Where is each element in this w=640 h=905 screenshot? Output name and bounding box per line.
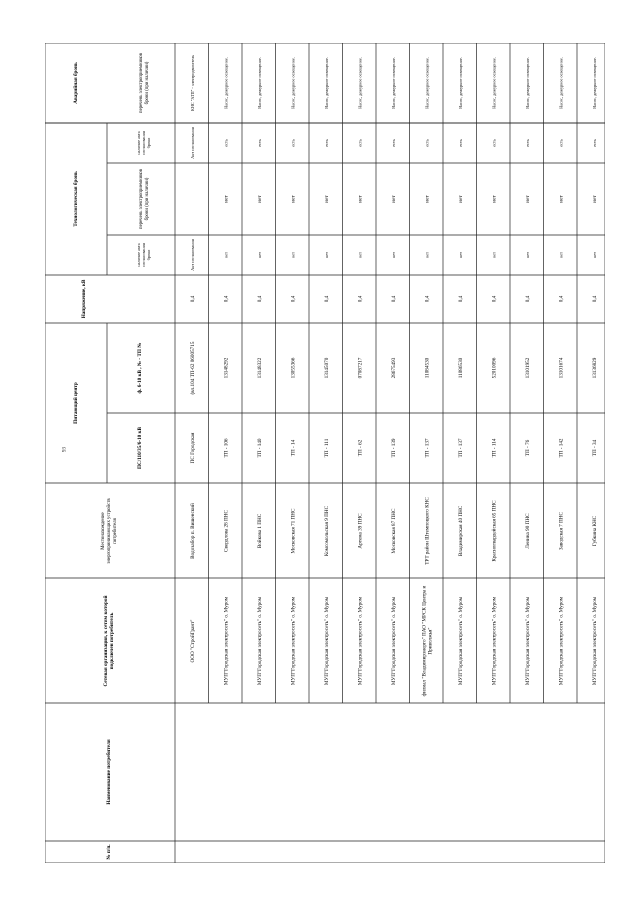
row-location: Красногвардейская 65 ПНС xyxy=(491,500,498,562)
row-voltage: 0,4 xyxy=(390,295,397,303)
row-ps: ТП - 62 xyxy=(357,439,364,457)
row-emer-list: Насос, дежурное освещение. xyxy=(323,57,329,109)
row-tech-list: нет xyxy=(357,195,364,203)
header-tech-avail: наличие актасогласованияброни xyxy=(136,243,151,267)
row-org: МУП"Городская электросеть" о. Муром xyxy=(524,596,531,686)
row-voltage: 0,4 xyxy=(457,295,464,303)
row-emer-avail: есть xyxy=(558,139,564,147)
row-emer-list: Насос, дежурное освещение. xyxy=(223,57,229,109)
row-ps: ТП - 137 xyxy=(457,438,464,458)
row-emer-list: Насос, дежурное освещение. xyxy=(524,57,530,109)
row-ps: ТП - 140 xyxy=(256,438,263,458)
row-voltage: 0,4 xyxy=(558,295,565,303)
header-location: Местонахождениеэнергопринимающих устройствпотребителя xyxy=(101,498,118,564)
row-org: МУП"Городская электросеть" о. Муром xyxy=(357,596,364,686)
header-tech-list: перечень электроприемниковброни (при наличии) xyxy=(139,169,150,229)
row-org: МУП"Городская электросеть" о. Муром xyxy=(591,596,598,686)
row-org: МУП"Городская электросеть" о. Муром xyxy=(457,596,464,686)
row-tech-avail: нет xyxy=(290,252,296,258)
row-tech-list: нет xyxy=(223,195,230,203)
row-emer-avail: есть xyxy=(223,139,229,147)
row-tech-avail: Акт согласования xyxy=(189,239,195,271)
row-tech-avail: нет xyxy=(491,252,497,258)
row-emer-list: КНС "АТП" - электродвигатель xyxy=(189,55,195,111)
row-org: МУП"Городская электросеть" о. Муром xyxy=(290,596,297,686)
row-emer-list: Насос, дежурное освещение. xyxy=(558,57,564,109)
row-emer-list: Насос, дежурное освещение. xyxy=(424,57,430,109)
row-tech-list: нет xyxy=(524,195,531,203)
row-voltage: 0,4 xyxy=(290,295,297,303)
row-voltage: 0,4 xyxy=(323,295,330,303)
header-num: № п/п. xyxy=(106,844,112,860)
row-tech-list: нет xyxy=(558,195,565,203)
row-feeder: 13148322 xyxy=(256,357,263,379)
reservation-table xyxy=(45,43,605,863)
row-ps: ТП - 142 xyxy=(558,438,565,458)
row-voltage: 0,4 xyxy=(524,295,531,303)
row-tech-avail: нет xyxy=(591,252,597,258)
row-tech-list: нет xyxy=(457,195,464,203)
row-tech-list: нет xyxy=(424,195,431,203)
header-supply-ps: ПС/110/35/6-10 кВ xyxy=(137,426,143,470)
row-org: МУП"Городская электросеть" о. Муром xyxy=(256,596,263,686)
row-tech-avail: нет xyxy=(223,252,229,258)
row-ps: ТП - 106 xyxy=(223,438,230,458)
row-location: Войкова 1 ПНС xyxy=(256,513,263,549)
row-voltage: 0,4 xyxy=(223,295,230,303)
row-feeder: 28675493 xyxy=(390,357,397,379)
row-emer-avail: есть xyxy=(256,139,262,147)
row-emer-list: Насос, дежурное освещение. xyxy=(256,57,262,109)
row-ps: ТП - 139 xyxy=(390,438,397,458)
row-ps: ТП - 14 xyxy=(290,439,297,457)
row-location: Заводская 7 ПНС xyxy=(558,512,565,550)
row-feeder: 07087217 xyxy=(357,357,364,379)
row-org: филиал "Владимирэнерго" ПАО "МРСК Центра иПриволжья" xyxy=(421,585,434,697)
row-emer-avail: есть xyxy=(491,139,497,147)
row-org: ООО "СтройГрант" xyxy=(189,619,196,663)
row-emer-list: Насос, дежурное освещение. xyxy=(290,57,296,109)
row-feeder: 11086530 xyxy=(457,357,464,379)
header-emer: Аварийная бронь xyxy=(73,62,79,104)
row-location: Губкина КНС xyxy=(591,515,598,547)
row-feeder: 11084530 xyxy=(424,357,431,379)
row-location: Владимирская 40 ПНС xyxy=(457,505,464,557)
row-org: МУП"Городская электросеть" о. Муром xyxy=(558,596,565,686)
row-tech-list: нет xyxy=(256,195,263,203)
header-emer-list: перечень электроприемниковброни (при наличии) xyxy=(139,53,150,113)
row-ps: ТП - 114 xyxy=(491,438,498,458)
row-emer-avail: есть xyxy=(591,139,597,147)
row-voltage: 0,4 xyxy=(424,295,431,303)
header-emer-avail: наличие актасогласованияброни xyxy=(136,131,151,155)
row-voltage: 0,4 xyxy=(357,295,364,303)
header-voltage: Напряжение, кВ xyxy=(81,279,87,319)
row-emer-avail: Акт согласования xyxy=(189,127,195,159)
row-tech-avail: нет xyxy=(457,252,463,258)
row-org: МУП"Городская электросеть" о. Муром xyxy=(390,596,397,686)
row-emer-avail: есть xyxy=(357,139,363,147)
row-emer-avail: есть xyxy=(323,139,329,147)
row-location: Свердлова 28 ПНС xyxy=(223,510,230,552)
header-consumer: Наименование потребителя xyxy=(106,739,112,805)
row-feeder: 52010096 xyxy=(491,357,498,379)
row-feeder: 13101952 xyxy=(524,357,531,379)
header-tech: Технологическая бронь xyxy=(73,171,79,227)
row-feeder: 13145070 xyxy=(323,357,330,379)
row-feeder: (вл.104 ТП-62 06005715 xyxy=(189,341,196,395)
row-feeder: 13148292 xyxy=(223,357,230,379)
row-tech-list: нет xyxy=(591,195,598,203)
row-emer-list: Насос, дежурное освещение. xyxy=(357,57,363,109)
row-location: Московская 71 ПНС xyxy=(290,508,297,554)
row-location: Московская 87 ПНС xyxy=(390,508,397,554)
row-tech-avail: нет xyxy=(357,252,363,258)
row-tech-avail: нет xyxy=(323,252,329,258)
row-tech-list: нет xyxy=(323,195,330,203)
row-ps: ПС Городская xyxy=(189,432,196,464)
row-ps: ТП - 76 xyxy=(524,439,531,457)
row-emer-avail: есть xyxy=(390,139,396,147)
row-emer-list: Насос, дежурное освещение. xyxy=(390,57,396,109)
header-org: Сетевая организация, к сетям которойподключен потребитель xyxy=(103,595,115,687)
row-tech-avail: нет xyxy=(256,252,262,258)
row-tech-list: нет xyxy=(491,195,498,203)
row-org: МУП"Городская электросеть" о. Муром xyxy=(323,596,330,686)
row-org: МУП"Городская электросеть" о. Муром xyxy=(491,596,498,686)
row-emer-list: Насос, дежурное освещение. xyxy=(591,57,597,109)
row-feeder: 13136829 xyxy=(591,357,598,379)
row-emer-list: Насос, дежурное освещение. xyxy=(491,57,497,109)
row-emer-avail: есть xyxy=(290,139,296,147)
row-emer-avail: есть xyxy=(424,139,430,147)
row-voltage: 0,4 xyxy=(491,295,498,303)
row-feeder: 13055366 xyxy=(290,357,297,379)
row-tech-avail: нет xyxy=(524,252,530,258)
row-emer-avail: есть xyxy=(457,139,463,147)
header-supply-feeder: ф. 6-10 кВ , № - ТП № xyxy=(137,342,143,394)
row-location: ТРТ район Штемпоцкого КНС xyxy=(424,497,431,565)
row-feeder: 13101674 xyxy=(558,357,565,379)
row-location: Водозабор п. Вишенский xyxy=(189,503,196,559)
row-org: МУП"Городская электросеть" о. Муром xyxy=(223,596,230,686)
row-ps: ТП - 111 xyxy=(323,438,330,458)
row-location: Артема 39 ПНС xyxy=(357,513,364,549)
row-location: Комсомольская 9 ПНС xyxy=(323,505,330,557)
row-ps: ТП - 137 xyxy=(424,438,431,458)
row-voltage: 0,4 xyxy=(256,295,263,303)
row-voltage: 0,4 xyxy=(591,295,598,303)
row-tech-avail: нет xyxy=(558,252,564,258)
row-tech-list: нет xyxy=(290,195,297,203)
row-tech-avail: нет xyxy=(390,252,396,258)
row-tech-list: нет xyxy=(390,195,397,203)
row-location: Ленина 90 ПНС xyxy=(524,513,531,549)
row-emer-list: Насос, дежурное освещение. xyxy=(457,57,463,109)
row-ps: ТП - 34 xyxy=(591,439,598,457)
row-voltage: 0,4 xyxy=(189,295,196,303)
rotated-table-svg xyxy=(45,43,605,863)
header-supply: Питающий центр xyxy=(73,382,79,424)
row-tech-avail: нет xyxy=(424,252,430,258)
row-emer-avail: есть xyxy=(524,139,530,147)
page-number: 93 xyxy=(62,447,68,452)
